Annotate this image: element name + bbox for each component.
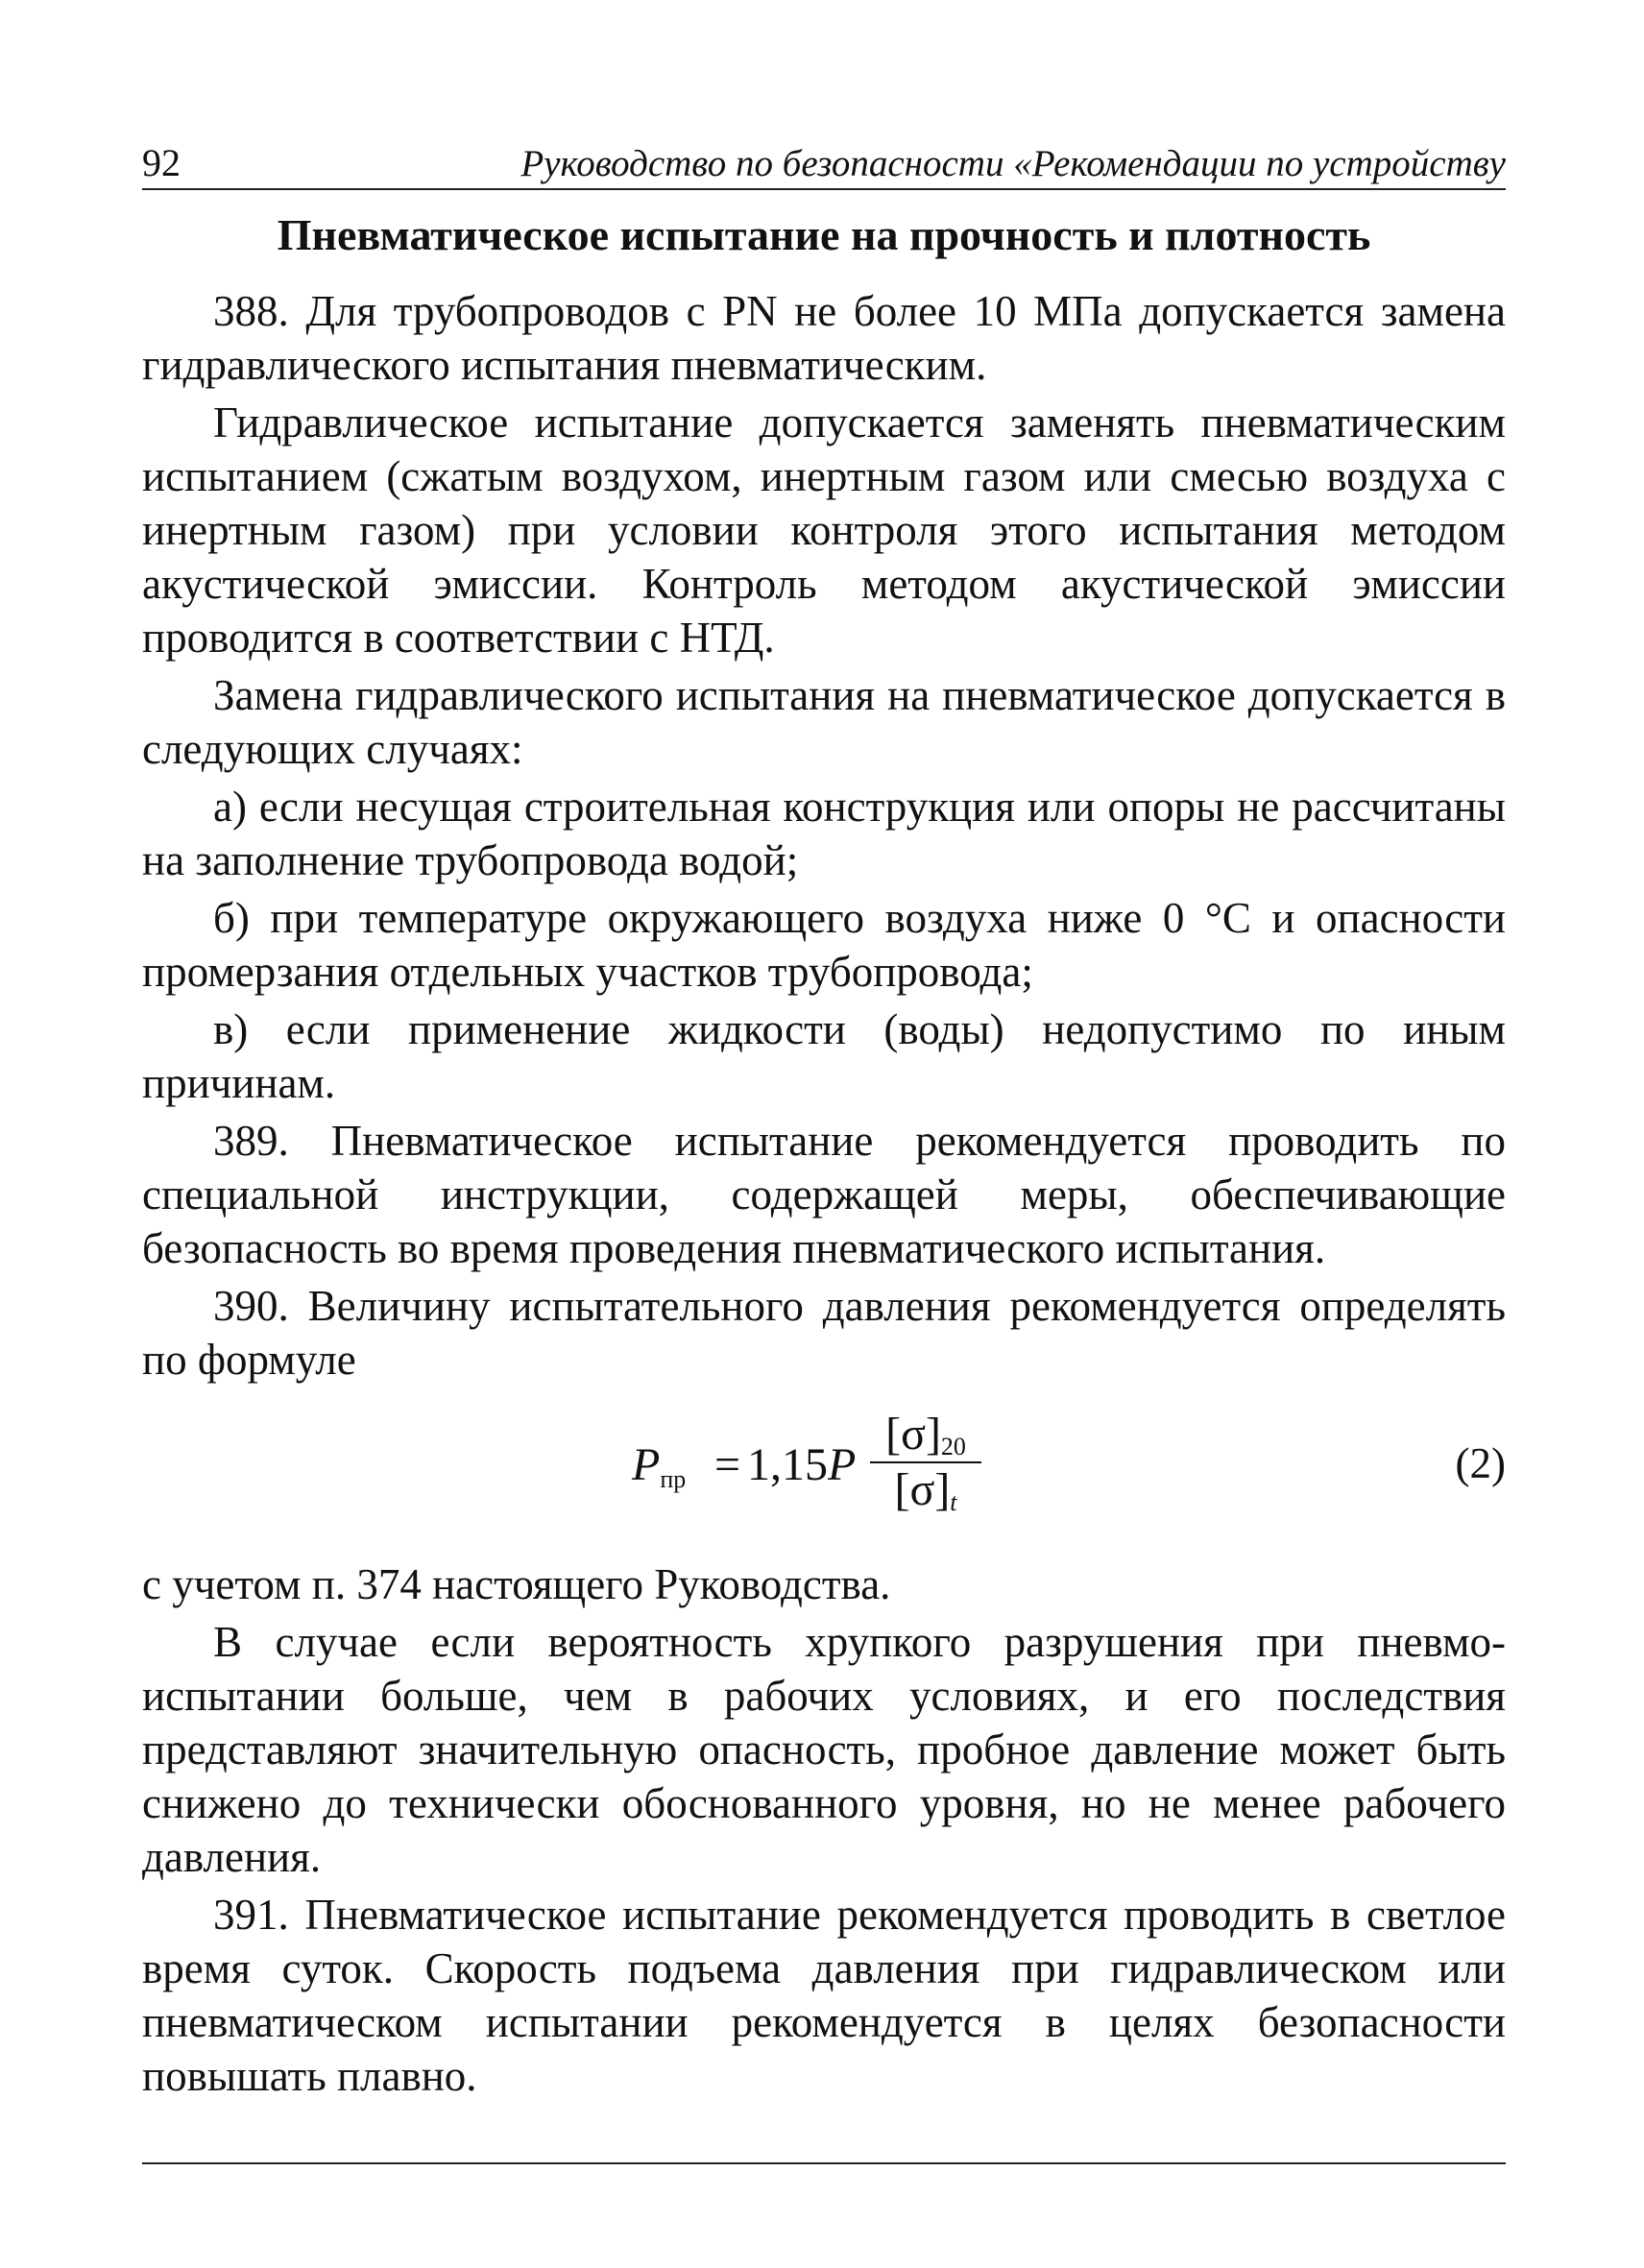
formula-equals: = [714,1439,741,1490]
list-item-v: в) если применение жидкости (воды) недопустимо по иным причинам. [142,1005,1506,1107]
paragraph-after-formula: с учетом п. 374 настоящего Руководства. [142,1560,891,1608]
paragraph-replacement-cases: Замена гидравлического испытания на пневматическое допускается в следующих случаях: [142,671,1506,773]
fraction-bar [870,1461,981,1463]
running-title: Руководство по безопасности «Рекомендации по устройству [520,143,1506,184]
list-item-a: а) если несущая строительная конструкция или опоры не рассчитаны на заполнение трубопровода водой; [142,783,1506,884]
bottom-divider [142,2162,1506,2164]
section-title: Пневматическое испытание на прочность и плотность [277,210,1371,259]
body-text [142,284,1506,2107]
page-number: 92 [142,141,181,184]
paragraph-388: 388. Для трубопроводов с PN не более 10 МПа допускается замена гидравлического испытания пневматическим. [142,287,1506,389]
running-head [142,142,1506,190]
paragraph-390: 390. Величину испытательного давления рекомендуется определять по формуле [142,1282,1506,1384]
paragraph-hydraulic-replacement: Гидравлическое испытание допускается заменять пневматическим испытанием (сжатым воздухом, инертным газом или смесью воздуха с инертным газом) при условии контроля этого испытания методом акустической эмиссии. Контроль методом акустической эмиссии проводится в соответствии с НТД. [142,398,1506,662]
formula-denominator: $[\sigma]_t$ [894,1464,957,1516]
formula-coefficient: 1,15P [747,1439,857,1490]
formula-numerator: $[\sigma]_{20}$ [885,1409,966,1460]
paragraph-389: 389. Пневматическое испытание рекомендуется проводить по специальной инструкции, содержащей меры, обеспечивающие безопасность во время проведения пневматического испытания. [142,1117,1506,1272]
paragraph-brittle-fracture: В случае если вероятность хрупкого разрушения при пневмоиспытании больше, чем в рабочих условиях, и его последствия представляют значительную опасность, пробное давление может быть снижено до технически обоснованного уровня, но не менее рабочего давления. [142,1618,1506,1881]
list-item-b: б) при температуре окружающего воздуха ниже 0 °С и опасности промерзания отдельных участков трубопровода; [142,894,1506,996]
paragraph-391: 391. Пневматическое испытание рекомендуется проводить в светлое время суток. Скорость подъема давления при гидравлическом или пневматическом испытании рекомендуется в целях безопасности повышать плавно. [142,1891,1506,2100]
formula-number: (2) [1455,1439,1506,1487]
formula-fraction [870,1410,981,1515]
formula-block [142,1394,1506,1540]
formula-lhs: $P_{пр}$ [632,1439,687,1493]
